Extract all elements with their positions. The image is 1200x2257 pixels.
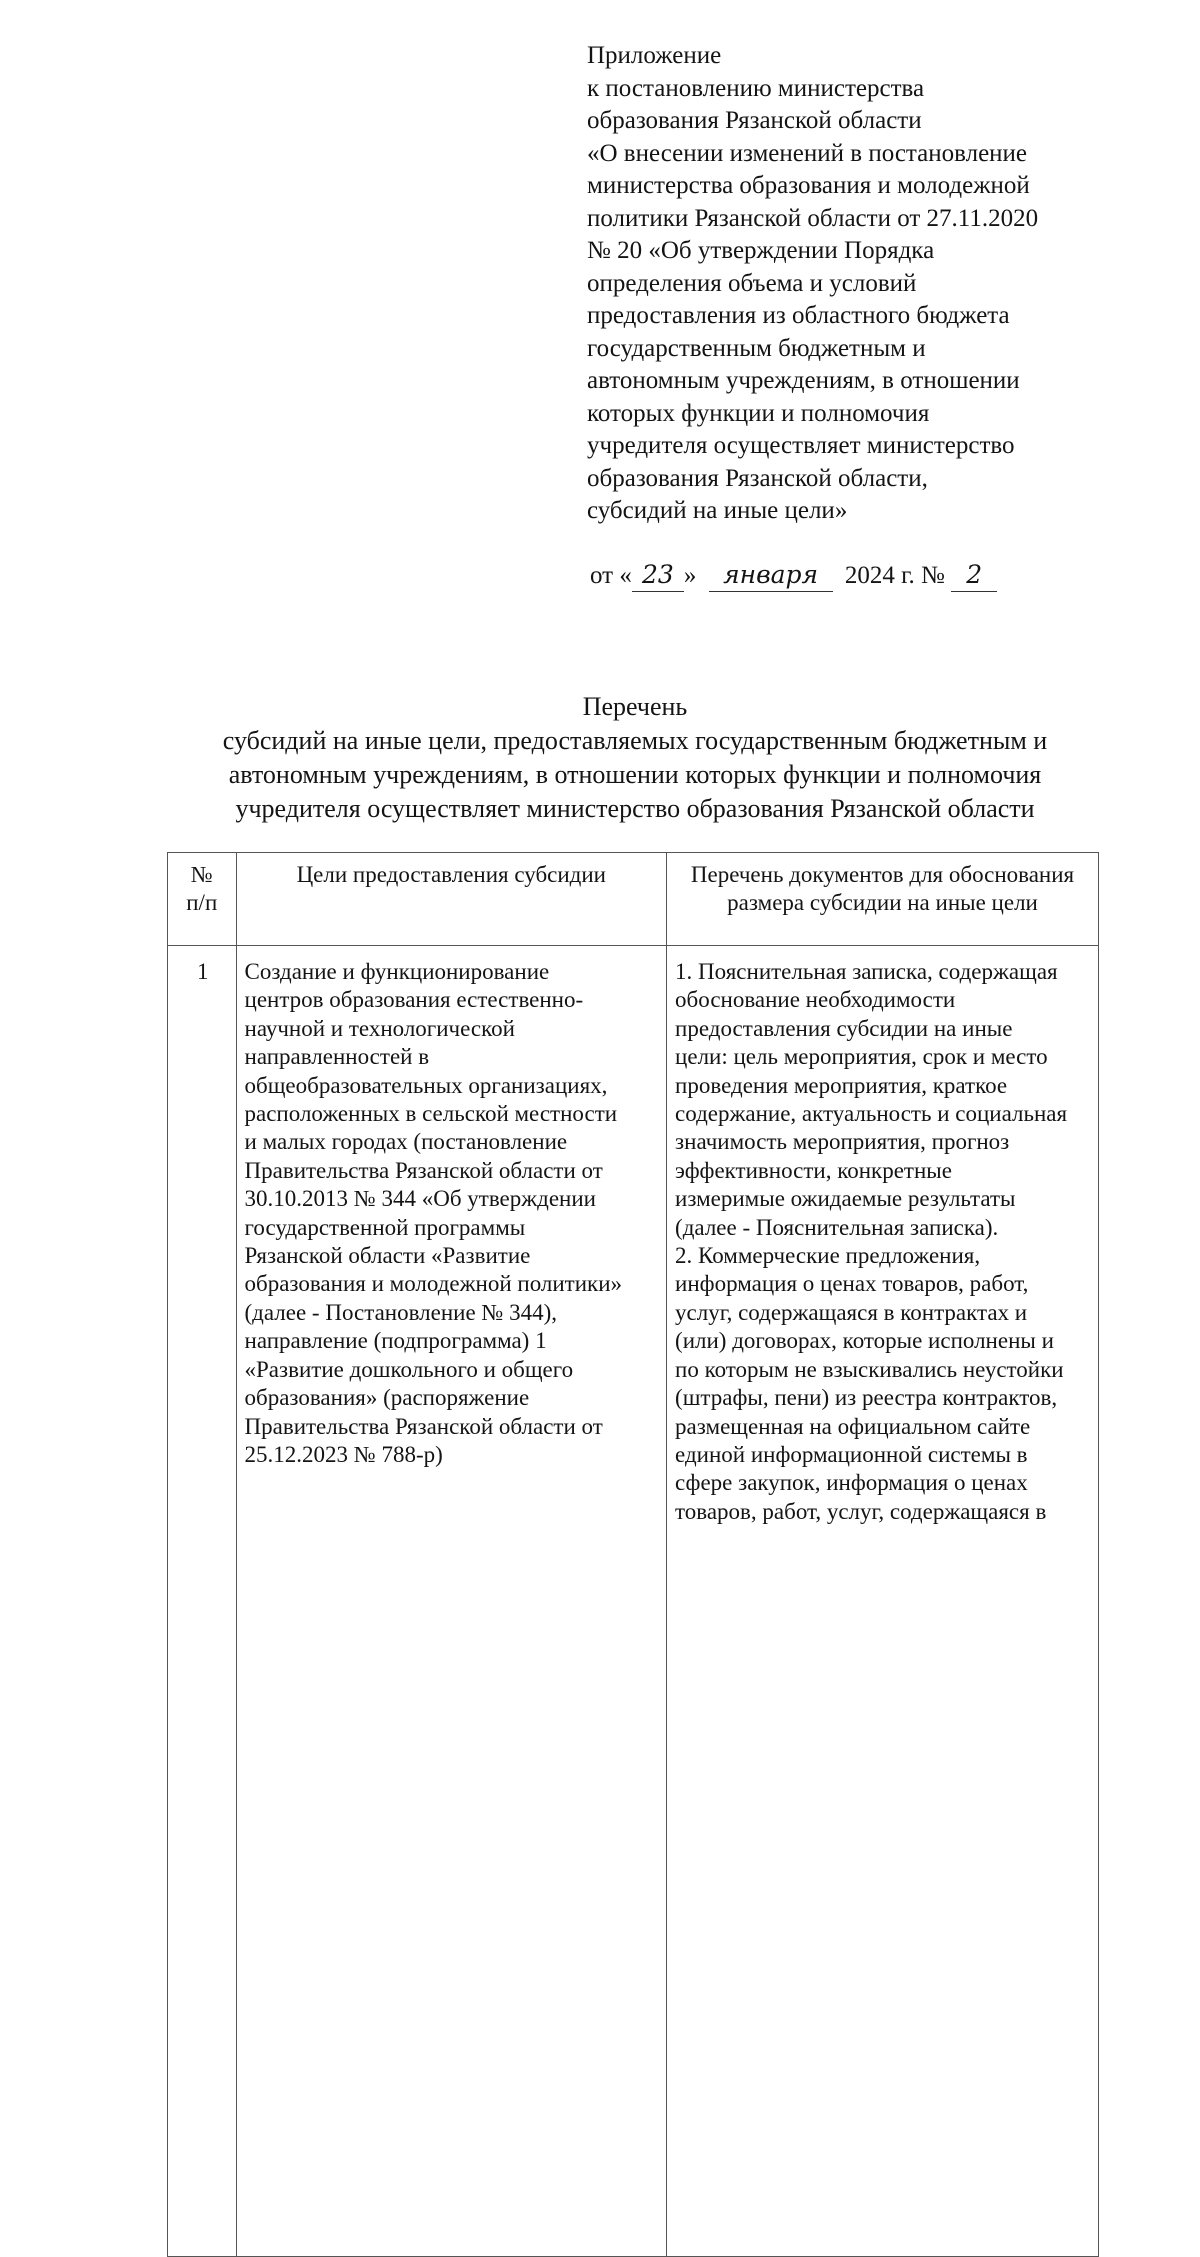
appendix-line: автономным учреждениям, в отношении (587, 367, 1020, 394)
header-num: № п/п (168, 853, 237, 946)
order-year: 2024 г. № (844, 562, 945, 589)
order-date-line (590, 556, 997, 596)
appendix-line: № 20 «Об утверждении Порядка (587, 237, 935, 264)
appendix-line: определения объема и условий (587, 269, 917, 297)
appendix-line: к постановлению министерства (587, 74, 925, 102)
appendix-block (587, 40, 1107, 528)
heading-title: Перечень (582, 692, 688, 721)
table-header-row (168, 853, 1099, 946)
header-goals: Цели предоставления субсидии (236, 853, 667, 946)
order-day-handwritten: 23 (632, 559, 684, 592)
doc-item-2: 2. Коммерческие предложения, информация о ценах товаров, работ, услуг, содержащаяся в контрактах и (или) договорах, которые исполнены и по которым не взыскивались неустойки (штрафы, пени) из реестра контрактов, размещенная на официальном сайте единой информационной системы в сфере закупок, информация о ценах товаров, работ, услуг, содержащаяся в (675, 1243, 1064, 1524)
appendix-line: министерства образования и молодежной (587, 172, 1030, 199)
order-month-handwritten: января (709, 559, 833, 592)
document-heading (120, 690, 1150, 826)
order-prefix: от « (590, 562, 632, 589)
appendix-line: политики Рязанской области от 27.11.2020 (587, 204, 1039, 232)
doc-item-1: 1. Пояснительная записка, содержащая обоснование необходимости предоставления субсидии на иные цели: цель мероприятия, срок и место проведения мероприятия, краткое содержание, актуальность и социальная значимость мероприятия, прогноз эффективности, конкретные измеримые ожидаемые результаты (далее - Пояснительная записка). (675, 959, 1068, 1240)
row-goal: Создание и функционирование центров образования естественно- научной и технологической направленностей в общеобразовательных организациях, расположенных в сельской местности и малых городах (постановление Правительства Рязанской области от 30.10.2013 № 344 «Об утверждении государственной программы Рязанской области «Развитие образования и молодежной политики» (далее - Постановление № 344), направление (подпрограмма) 1 «Развитие дошкольного и общего образования» (распоряжение Правительства Рязанской области от 25.12.2023 № 788-р) (236, 946, 667, 2257)
row-docs (667, 946, 1099, 2257)
appendix-line: «О внесении изменений в постановление (587, 139, 1028, 167)
appendix-line: Приложение (587, 42, 722, 69)
order-number-handwritten: 2 (951, 559, 997, 592)
appendix-line: учредителя осуществляет министерство (587, 432, 1015, 459)
appendix-line: субсидий на иные цели» (587, 497, 848, 524)
appendix-line: предоставления из областного бюджета (587, 302, 1010, 329)
subsidy-table (167, 852, 1099, 2257)
order-quote-close: » (683, 562, 697, 589)
table-row (168, 946, 1099, 2257)
header-docs: Перечень документов для обоснования размера субсидии на иные цели (667, 853, 1099, 946)
heading-subtitle-2: автономным учреждениям, в отношении которых функции и полномочия (228, 760, 1042, 789)
appendix-line: государственным бюджетным и (587, 334, 926, 362)
heading-subtitle-3: учредителя осуществляет министерство образования Рязанской области (235, 794, 1035, 823)
appendix-line: образования Рязанской области, (587, 464, 928, 492)
appendix-line: образования Рязанской области (587, 107, 922, 134)
heading-subtitle-1: субсидий на иные цели, предоставляемых государственным бюджетным и (222, 726, 1048, 755)
appendix-line: которых функции и полномочия (587, 399, 930, 427)
row-num: 1 (168, 946, 237, 2257)
